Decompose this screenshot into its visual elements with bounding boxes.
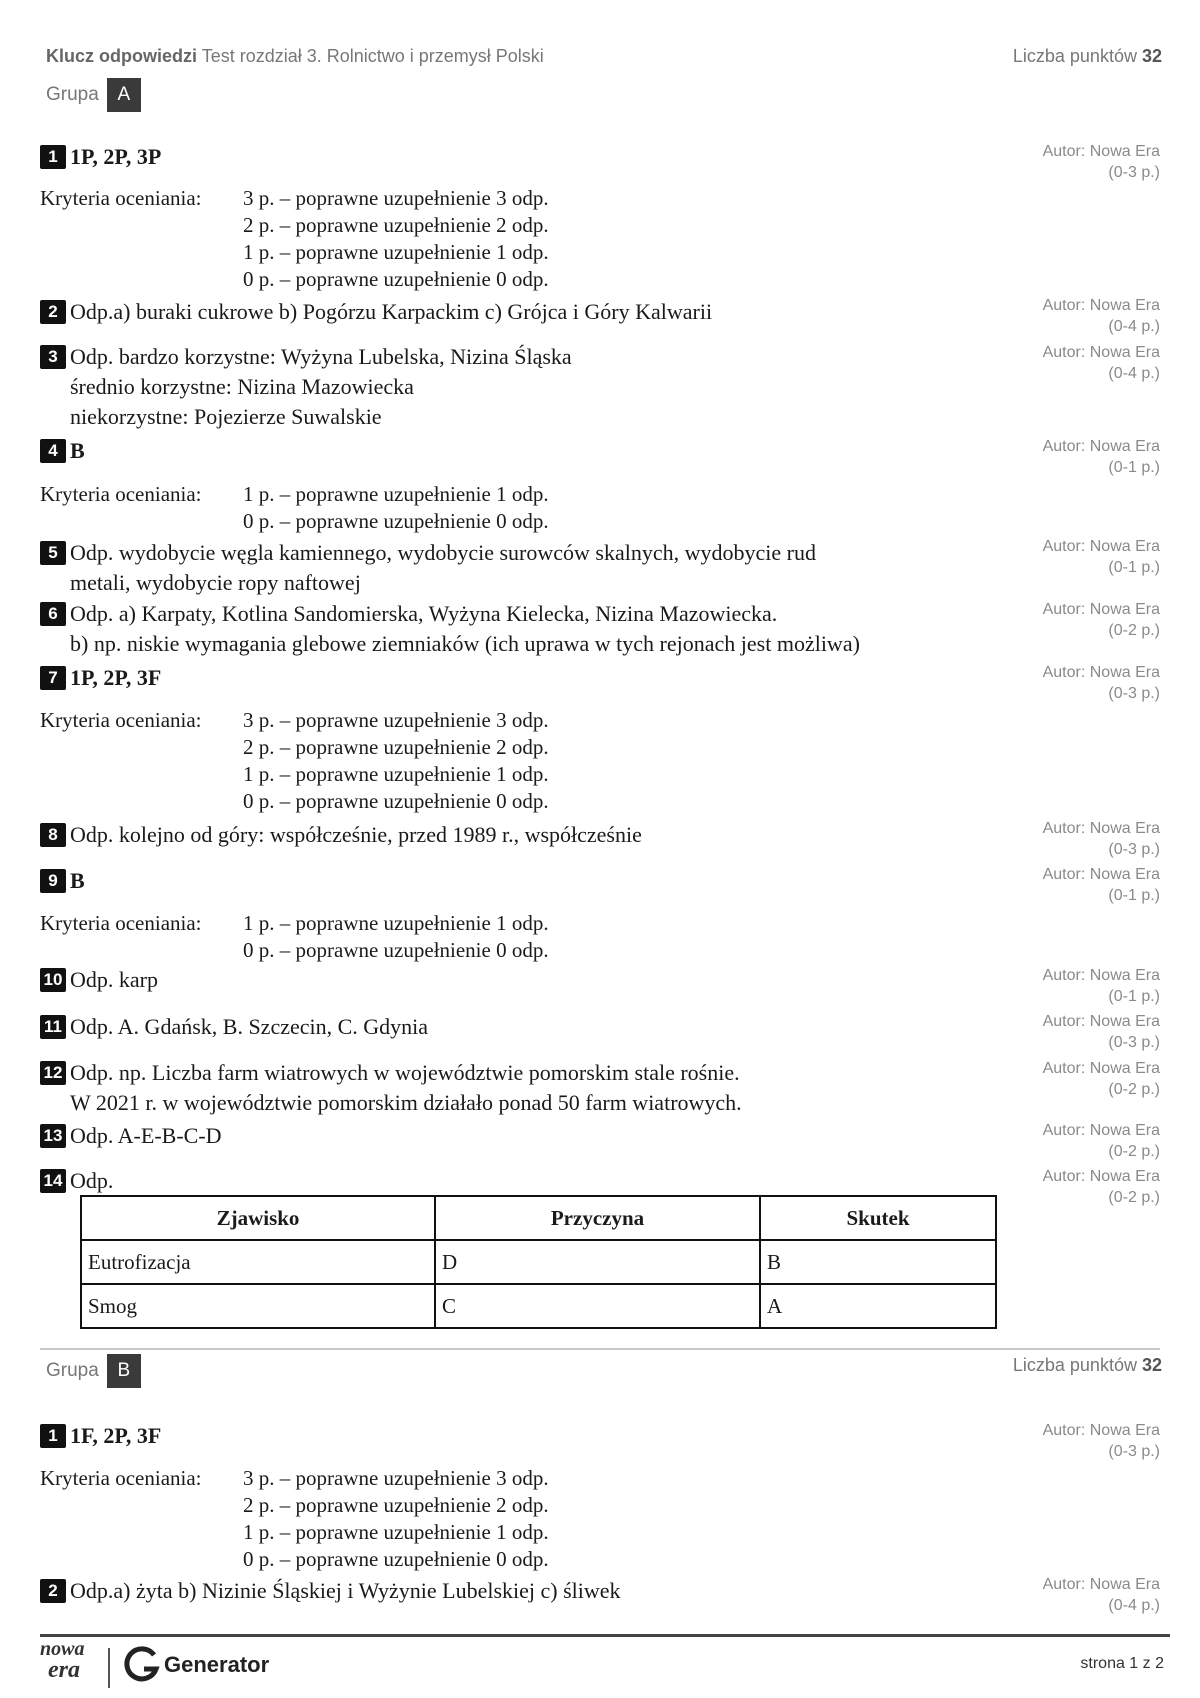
points-total — [1013, 46, 1162, 67]
criteria-label: Kryteria oceniania: — [40, 482, 202, 506]
author-q13 — [1043, 1120, 1160, 1162]
criteria-line: 0 p. – poprawne uzupełnienie 0 odp. — [243, 267, 549, 291]
answer-text: Odp. karp — [70, 967, 158, 992]
generator-g-icon — [122, 1645, 162, 1685]
answer-line: Odp. bardzo korzystne: Wyżyna Lubelska, Nizina Śląska — [70, 344, 572, 369]
question-number: 1 — [40, 145, 66, 169]
footer-divider — [40, 1634, 1170, 1637]
points-range: (0-3 p.) — [1108, 1443, 1160, 1460]
author-q1 — [1043, 141, 1160, 183]
author-text: Autor: Nowa Era — [1042, 143, 1160, 160]
author-text: Autor: Nowa Era — [1042, 820, 1160, 837]
logo-text: era — [48, 1657, 80, 1683]
author-q10 — [1043, 965, 1160, 1007]
footer-logo-divider — [108, 1648, 110, 1688]
question-number: 1 — [40, 1424, 66, 1448]
criteria-b1 — [40, 1465, 549, 1573]
author-q11 — [1043, 1011, 1160, 1053]
table-cell: A — [760, 1284, 996, 1328]
group-label-text: Grupa — [46, 1360, 99, 1381]
author-q12 — [1043, 1058, 1160, 1100]
points-range: (0-4 p.) — [1108, 318, 1160, 335]
question-b2 — [40, 1576, 621, 1606]
question-7 — [40, 663, 161, 693]
criteria-line: 2 p. – poprawne uzupełnienie 2 odp. — [243, 735, 549, 759]
answer-text: Odp.a) buraki cukrowe b) Pogórzu Karpackim c) Grójca i Góry Kalwarii — [70, 299, 713, 324]
question-number: 2 — [40, 300, 66, 324]
points-range: (0-3 p.) — [1108, 841, 1160, 858]
points-range: (0-4 p.) — [1108, 1597, 1160, 1614]
group-separator — [40, 1348, 1160, 1350]
header-title-bold: Klucz odpowiedzi — [46, 46, 197, 66]
question-number: 12 — [40, 1061, 66, 1085]
question-8 — [40, 820, 642, 850]
criteria-line: 1 p. – poprawne uzupełnienie 1 odp. — [243, 240, 549, 264]
question-2 — [40, 297, 712, 327]
generator-logo — [122, 1645, 269, 1685]
answer-line: metali, wydobycie ropy naftowej — [70, 570, 361, 595]
group-b-label — [46, 1354, 141, 1388]
question-number: 10 — [40, 968, 66, 992]
author-text: Autor: Nowa Era — [1042, 438, 1160, 455]
question-number: 5 — [40, 541, 66, 565]
points-value: 32 — [1141, 1355, 1162, 1375]
question-number: 6 — [40, 602, 66, 626]
answer-line: W 2021 r. w województwie pomorskim działało ponad 50 farm wiatrowych. — [70, 1090, 742, 1115]
answer-text: Odp. A-E-B-C-D — [70, 1123, 222, 1148]
answer-text — [70, 599, 860, 659]
question-number: 11 — [40, 1015, 66, 1039]
table-header: Przyczyna — [435, 1196, 760, 1240]
author-q5 — [1043, 536, 1160, 578]
group-a-label — [46, 78, 141, 112]
author-text: Autor: Nowa Era — [1042, 664, 1160, 681]
table-cell: B — [760, 1240, 996, 1284]
answer-line: Odp. np. Liczba farm wiatrowych w województwie pomorskim stale rośnie. — [70, 1060, 740, 1085]
points-value: 32 — [1141, 46, 1162, 66]
table-header: Zjawisko — [81, 1196, 435, 1240]
criteria-q1 — [40, 185, 549, 293]
author-text: Autor: Nowa Era — [1042, 1013, 1160, 1030]
criteria-line: 3 p. – poprawne uzupełnienie 3 odp. — [243, 1466, 549, 1490]
question-number: 13 — [40, 1124, 66, 1148]
points-range: (0-2 p.) — [1108, 1189, 1160, 1206]
author-q2 — [1043, 295, 1160, 337]
answer-line: średnio korzystne: Nizina Mazowiecka — [70, 374, 414, 399]
author-q4 — [1043, 436, 1160, 478]
table-row — [81, 1284, 996, 1328]
document-header — [46, 46, 544, 67]
question-10 — [40, 965, 158, 995]
criteria-line: 3 p. – poprawne uzupełnienie 3 odp. — [243, 186, 549, 210]
criteria-line: 0 p. – poprawne uzupełnienie 0 odp. — [243, 1547, 549, 1571]
author-text: Autor: Nowa Era — [1042, 601, 1160, 618]
answer-text: Odp. kolejno od góry: współcześnie, przed 1989 r., współcześnie — [70, 822, 642, 847]
answer-text: Odp.a) żyta b) Nizinie Śląskiej i Wyżynie Lubelskiej c) śliwek — [70, 1578, 621, 1603]
question-number: 4 — [40, 439, 66, 463]
group-letter-badge: B — [107, 1354, 141, 1388]
answer-table — [80, 1195, 997, 1329]
author-text: Autor: Nowa Era — [1042, 538, 1160, 555]
author-text: Autor: Nowa Era — [1042, 1422, 1160, 1439]
question-number: 14 — [40, 1169, 66, 1193]
points-label: Liczba punktów — [1012, 1355, 1137, 1375]
criteria-label: Kryteria oceniania: — [40, 708, 202, 732]
generator-text: Generator — [164, 1652, 270, 1677]
table-cell: Smog — [81, 1284, 435, 1328]
question-4 — [40, 436, 85, 466]
points-range: (0-1 p.) — [1108, 459, 1160, 476]
criteria-line: 1 p. – poprawne uzupełnienie 1 odp. — [243, 911, 549, 935]
points-range: (0-2 p.) — [1108, 1143, 1160, 1160]
author-text: Autor: Nowa Era — [1042, 1122, 1160, 1139]
points-range: (0-3 p.) — [1108, 164, 1160, 181]
answer-text: B — [70, 868, 85, 893]
points-label: Liczba punktów — [1012, 46, 1137, 66]
answer-text: 1F, 2P, 3F — [70, 1423, 162, 1448]
answer-text — [70, 1058, 742, 1118]
points-range: (0-1 p.) — [1108, 887, 1160, 904]
criteria-line: 0 p. – poprawne uzupełnienie 0 odp. — [243, 509, 549, 533]
logo-text: nowa — [40, 1638, 85, 1660]
group-letter-badge: A — [107, 78, 141, 112]
answer-text: 1P, 2P, 3P — [70, 144, 162, 169]
table-cell: C — [435, 1284, 760, 1328]
criteria-line: 1 p. – poprawne uzupełnienie 1 odp. — [243, 482, 549, 506]
header-title: Test rozdział 3. Rolnictwo i przemysł Polski — [201, 46, 544, 66]
author-q9 — [1043, 864, 1160, 906]
author-text: Autor: Nowa Era — [1042, 297, 1160, 314]
author-q8 — [1043, 818, 1160, 860]
answer-text — [70, 342, 572, 432]
table-header-row — [81, 1196, 996, 1240]
criteria-line: 1 p. – poprawne uzupełnienie 1 odp. — [243, 1520, 549, 1544]
criteria-line: 2 p. – poprawne uzupełnienie 2 odp. — [243, 213, 549, 237]
criteria-q7 — [40, 707, 549, 815]
nowa-era-logo — [40, 1640, 100, 1690]
question-number: 8 — [40, 823, 66, 847]
question-number: 2 — [40, 1579, 66, 1603]
author-b2 — [1043, 1574, 1160, 1616]
criteria-line: 0 p. – poprawne uzupełnienie 0 odp. — [243, 789, 549, 813]
author-text: Autor: Nowa Era — [1042, 866, 1160, 883]
answer-text: 1P, 2P, 3F — [70, 665, 162, 690]
points-range: (0-3 p.) — [1108, 685, 1160, 702]
points-total-b — [1013, 1355, 1162, 1376]
question-9 — [40, 866, 85, 896]
points-range: (0-1 p.) — [1108, 988, 1160, 1005]
author-q14 — [1043, 1166, 1160, 1208]
points-range: (0-3 p.) — [1108, 1034, 1160, 1051]
answer-line: Odp. a) Karpaty, Kotlina Sandomierska, Wyżyna Kielecka, Nizina Mazowiecka. — [70, 601, 778, 626]
points-range: (0-4 p.) — [1108, 365, 1160, 382]
author-q3 — [1043, 342, 1160, 384]
question-number: 3 — [40, 345, 66, 369]
criteria-label: Kryteria oceniania: — [40, 911, 202, 935]
author-q6 — [1043, 599, 1160, 641]
author-q7 — [1043, 662, 1160, 704]
group-label-text: Grupa — [46, 84, 99, 105]
author-b1 — [1043, 1420, 1160, 1462]
points-range: (0-2 p.) — [1108, 622, 1160, 639]
table-row — [81, 1240, 996, 1284]
criteria-q4 — [40, 481, 549, 535]
points-range: (0-2 p.) — [1108, 1081, 1160, 1098]
question-6 — [40, 599, 860, 659]
criteria-line: 2 p. – poprawne uzupełnienie 2 odp. — [243, 1493, 549, 1517]
criteria-q9 — [40, 910, 549, 964]
question-3 — [40, 342, 572, 432]
answer-text: B — [70, 438, 85, 463]
table-cell: D — [435, 1240, 760, 1284]
question-14 — [40, 1166, 113, 1196]
author-text: Autor: Nowa Era — [1042, 1060, 1160, 1077]
question-1 — [40, 142, 161, 172]
question-13 — [40, 1121, 222, 1151]
criteria-label: Kryteria oceniania: — [40, 186, 202, 210]
question-b1 — [40, 1421, 161, 1451]
table-cell: Eutrofizacja — [81, 1240, 435, 1284]
criteria-line: 3 p. – poprawne uzupełnienie 3 odp. — [243, 708, 549, 732]
answer-text: Odp. — [70, 1168, 114, 1193]
author-text: Autor: Nowa Era — [1042, 967, 1160, 984]
criteria-line: 1 p. – poprawne uzupełnienie 1 odp. — [243, 762, 549, 786]
answer-text — [70, 538, 816, 598]
author-text: Autor: Nowa Era — [1042, 344, 1160, 361]
question-number: 9 — [40, 869, 66, 893]
answer-line: Odp. wydobycie węgla kamiennego, wydobycie surowców skalnych, wydobycie rud — [70, 540, 816, 565]
answer-line: niekorzystne: Pojezierze Suwalskie — [70, 404, 382, 429]
criteria-label: Kryteria oceniania: — [40, 1466, 202, 1490]
answer-line: b) np. niskie wymagania glebowe ziemniaków (ich uprawa w tych rejonach jest możliwa) — [70, 631, 860, 656]
table-header: Skutek — [760, 1196, 996, 1240]
question-number: 7 — [40, 666, 66, 690]
question-11 — [40, 1012, 428, 1042]
answer-text: Odp. A. Gdańsk, B. Szczecin, C. Gdynia — [70, 1014, 429, 1039]
question-5 — [40, 538, 816, 598]
question-12 — [40, 1058, 742, 1118]
criteria-line: 0 p. – poprawne uzupełnienie 0 odp. — [243, 938, 549, 962]
author-text: Autor: Nowa Era — [1042, 1168, 1160, 1185]
page-number: strona 1 z 2 — [1080, 1655, 1164, 1672]
points-range: (0-1 p.) — [1108, 559, 1160, 576]
author-text: Autor: Nowa Era — [1042, 1576, 1160, 1593]
